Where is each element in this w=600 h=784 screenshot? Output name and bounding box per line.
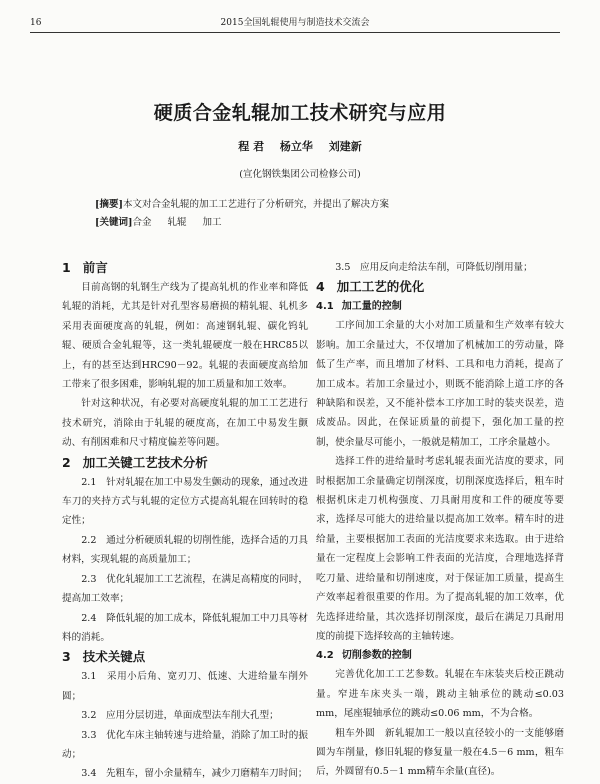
- paragraph: 3.4 先粗车，留小余量精车，减少刀磨精车刀时间；: [81, 768, 308, 780]
- paragraph: 3.5 应用反向走给法车削，可降低切削用量；: [335, 262, 533, 273]
- section-heading-intro: 1 前言: [62, 260, 108, 275]
- section-heading-key-points: 3 技术关键点: [62, 649, 146, 665]
- subsection-heading-allowance: 4.1 加工量的控制: [316, 301, 402, 313]
- author: 杨立华: [279, 140, 313, 153]
- keywords-label: [关键词]: [95, 217, 133, 228]
- affiliation: (宣化钢铁集团公司检修公司): [239, 169, 361, 180]
- subsection-heading-cutting-params: 4.2 切削参数的控制: [316, 650, 412, 662]
- running-header: [30, 14, 560, 33]
- author: 程 君: [238, 140, 265, 153]
- article-title: 硬质合金轧辊加工技术研究与应用: [153, 102, 447, 124]
- paragraph: 3.1 采用小后角、宽刃刀、低速、大进给量车削外圆；: [62, 671, 308, 702]
- paragraph: 完善优化加工工艺参数。轧辊在车床装夹后校正跳动量。窄进车床夹头一端，跳动主轴承位的跳动≤0.03 mm，尾座辊轴承位的跳动≤0.06 mm，不为合格。: [316, 669, 564, 720]
- abstract: [95, 196, 520, 210]
- journal-title: 2015全国轧辊使用与制造技术交流会: [220, 18, 370, 28]
- left-column: [62, 258, 308, 784]
- author: 刘建新: [328, 140, 362, 153]
- authors: [0, 138, 600, 154]
- paragraph: 目前高钢的轧钢生产线为了提高轧机的作业率和降低轧辊的消耗，尤其是针对孔型容易磨损的精轧辊、轧机多采用表面硬度高的轧辊，例如：高速钢轧辊、碳化钨轧辊、硬质合金轧辊等，这一类轧辊硬度一般在HRC85以上，有的甚至达到HRC90－92。轧辊的表面硬度高给加工带来了很多困难，影响轧辊的加工质量和加工效率。: [62, 282, 308, 391]
- abstract-label: [摘要]: [95, 199, 123, 210]
- paragraph: 2.3 优化轧辊加工工艺流程，在满足高精度的同时，提高加工效率；: [62, 573, 308, 605]
- paragraph: 3.3 优化车床主轴转速与进给量，消除了加工时的振动；: [62, 729, 308, 760]
- page-number: 16: [30, 18, 42, 28]
- keyword: 合金: [132, 217, 152, 228]
- paragraph: 针对这种状况，有必要对高硬度轧辊的加工工艺进行技术研究，消除由于轧辊的硬度高，在加工中易发生颤动、有削困难和尺寸精度偏差等问题。: [62, 398, 308, 449]
- keyword: 加工: [202, 217, 222, 228]
- keyword: 轧辊: [167, 217, 187, 228]
- paragraph: 粗车外圆 新轧辊加工一般以直径较小的一支能够磨圆为车削量，修旧轧辊的修复量一般在4.5－6 mm，粗车后，外圆留有0.5－1 mm精车余量(直径)。: [316, 727, 564, 778]
- right-column: [316, 258, 564, 782]
- paragraph: 2.2 通过分析硬质轧辊的切削性能，选择合适的刀具材料，实现轧辊的高质量加工；: [62, 534, 308, 566]
- keywords: [95, 214, 520, 228]
- paragraph: 2.1 针对轧辊在加工中易发生颤动的现象，通过改进车刀的夹持方式与轧辊的定位方式提高轧辊在回转时的稳定性；: [62, 476, 308, 527]
- paragraph: 选择工件的进给量时考虑轧辊表面光洁度的要求，同时根据加工余量确定切削深度，切削深度选择后，粗车时根据机床走刀机构强度、刀具耐用度和工件的硬度等要求，选择尽可能大的进给量以提高加工效率。精车时的进给量，主要根据加工表面的光洁度要求来选取。由于进给量在一定程度上会影响工件表面的光洁度，合理地选择背吃刀量、进给量和切削速度，对于保证加工质量，提高生产效率起着很重要的作用。为了提高轧辊的加工效率，优先选择进给量，其次选择切削深度，最后在满足刀具耐用度的前提下选择较高的主轴转速。: [316, 456, 564, 642]
- section-heading-analysis: 2 加工关键工艺技术分析: [62, 454, 208, 470]
- abstract-text: 本文对合金轧辊的加工工艺进行了分析研究，并提出了解决方案: [123, 199, 390, 210]
- paragraph: 3.2 应用分层切进，单面成型法车削大孔型；: [81, 710, 279, 722]
- section-heading-optimization: 4 加工工艺的优化: [316, 279, 425, 295]
- paragraph: 工序间加工余量的大小对加工质量和生产效率有较大影响。加工余量过大，不仅增加了机械加工的劳动量，降低了生产率，而且增加了材料、工具和电力消耗，提高了加工成本。若加工余量过小，则既不能消除上道工序的各种缺陷和误差，又不能补偿本工序加工时的装夹误差，造成废品。因此，在保证质量的前提下，强化加工量的控制，使余量尽可能小，一般就是精加工，工序余量越小。: [316, 320, 564, 448]
- paragraph: 2.4 降低轧辊的加工成本，降低轧辊加工中刀具等材料的消耗。: [62, 612, 308, 643]
